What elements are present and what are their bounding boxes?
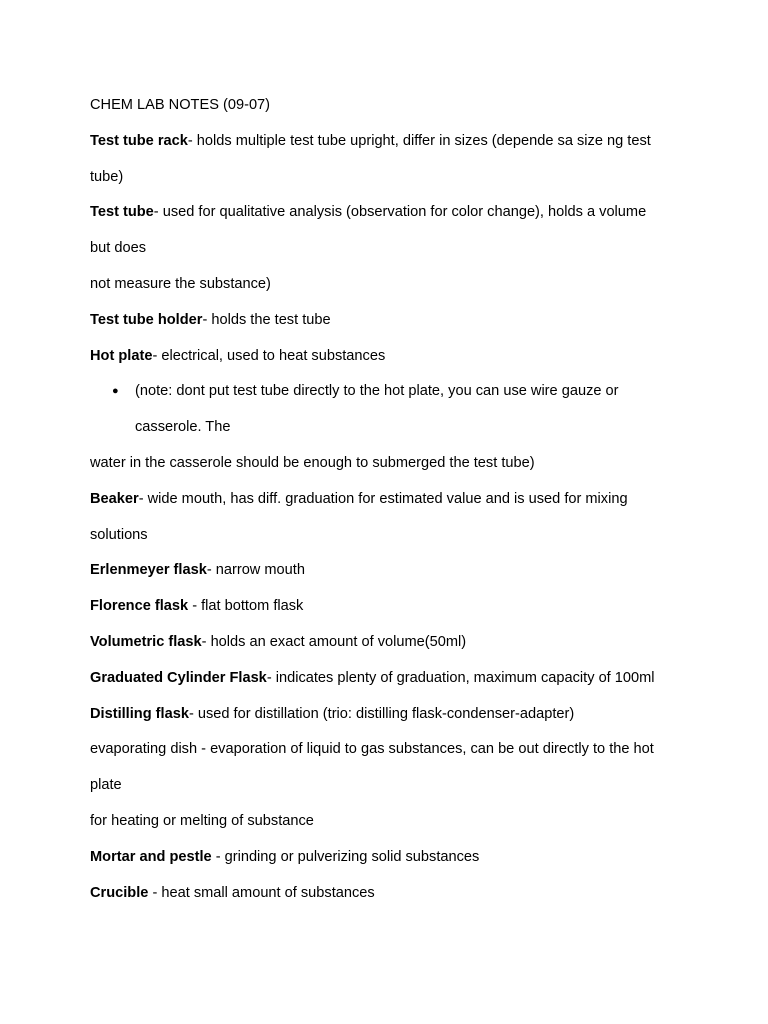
bullet-icon: ● [112, 385, 119, 398]
entry-evaporating-dish: evaporating dish - evaporation of liquid to gas substances, can be out directly to the hot [90, 741, 654, 758]
term-label: Test tube holder [90, 311, 203, 328]
entry-beaker [90, 482, 690, 518]
term-label: Test tube rack [90, 132, 188, 149]
document-title: CHEM LAB NOTES (09-07) [90, 97, 271, 113]
term-description: - narrow mouth [206, 562, 305, 579]
term-label: Volumetric flask [90, 633, 202, 650]
term-description: - wide mouth, has diff. graduation for estimated value and is used for mixing [138, 490, 628, 507]
term-label: Distilling flask [90, 705, 189, 722]
term-description: - indicates plenty of graduation, maximum capacity of 100ml [266, 669, 655, 686]
entry-hot-plate [90, 339, 690, 375]
term-label: Test tube [90, 204, 154, 221]
term-description: - used for qualitative analysis (observation for color change), holds a volume [153, 204, 647, 221]
term-label: Mortar and pestle [90, 848, 212, 865]
term-description: - holds the test tube [202, 311, 331, 328]
term-label: Florence flask [90, 598, 189, 615]
term-description: - flat bottom flask [188, 598, 304, 615]
entry-test-tube-continued: but does [90, 240, 146, 257]
entry-mortar-and-pestle [90, 840, 690, 876]
entry-test-tube-rack [90, 124, 690, 160]
term-description: - heat small amount of substances [148, 884, 375, 901]
hot-plate-note-continued: casserole. The [135, 419, 231, 436]
entry-distilling-flask [90, 697, 690, 733]
entry-beaker-continued: solutions [90, 526, 148, 543]
entry-test-tube [90, 195, 690, 231]
entry-test-tube-rack-continued: tube) [90, 168, 124, 185]
hot-plate-note [90, 374, 690, 410]
document-page [90, 88, 690, 911]
entry-erlenmeyer-flask [90, 553, 690, 589]
term-description: - holds multiple test tube upright, differ in sizes (depende sa size ng test [187, 132, 651, 149]
entry-graduated-cylinder [90, 661, 690, 697]
entry-evaporating-dish-continued-2: for heating or melting of substance [90, 812, 314, 829]
term-label: Graduated Cylinder Flask [90, 669, 267, 686]
term-description: - grinding or pulverizing solid substances [211, 848, 480, 865]
term-label: Beaker [90, 490, 139, 507]
term-label: Crucible [90, 884, 149, 901]
term-description: - electrical, used to heat substances [152, 347, 386, 364]
term-description: - used for distillation (trio: distilling flask-condenser-adapter) [188, 705, 575, 722]
term-label: Hot plate [90, 347, 153, 364]
entry-volumetric-flask [90, 625, 690, 661]
entry-evaporating-dish-continued: plate [90, 777, 122, 794]
entry-florence-flask [90, 589, 690, 625]
term-description: - holds an exact amount of volume(50ml) [201, 633, 467, 650]
note-text: (note: dont put test tube directly to the hot plate, you can use wire gauze or [135, 383, 619, 400]
hot-plate-note-continued-2: water in the casserole should be enough to submerged the test tube) [90, 454, 535, 471]
entry-test-tube-holder [90, 303, 690, 339]
term-label: Erlenmeyer flask [90, 562, 207, 579]
entry-crucible [90, 876, 690, 912]
entry-test-tube-continued-2: not measure the substance) [90, 275, 271, 292]
